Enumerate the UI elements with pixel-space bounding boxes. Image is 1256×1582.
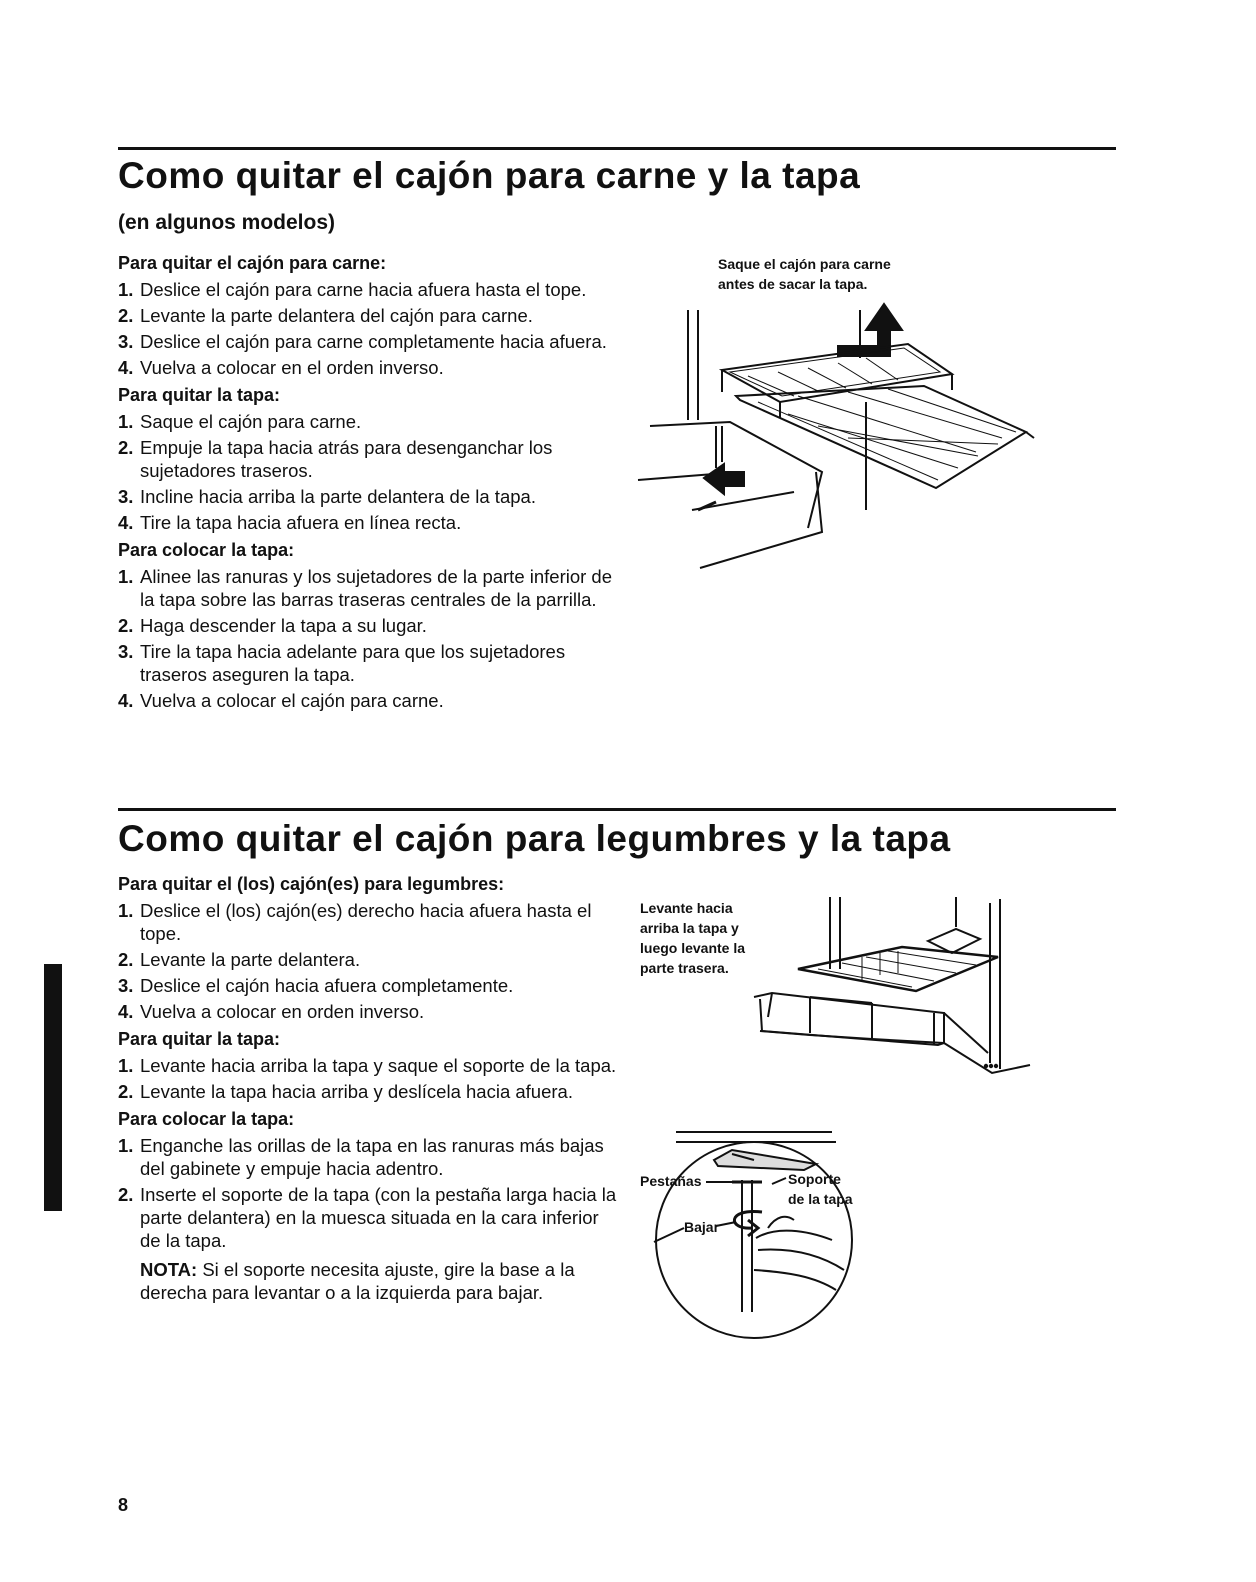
- step-number: 1.: [118, 900, 134, 921]
- step-item: [118, 689, 618, 712]
- step-text: Alinee las ranuras y los sujetadores de la parte inferior de la tapa sobre las barras traseras centrales de la parrilla.: [140, 566, 613, 610]
- page-number: 8: [118, 1495, 129, 1515]
- step-text: Levante la parte delantera.: [140, 949, 361, 970]
- section1-top-rule: [118, 147, 1116, 150]
- instruction-group-replace-cover: [118, 540, 618, 712]
- step-number: 2.: [118, 305, 134, 326]
- step-item: [118, 485, 618, 508]
- step-text: Levante la tapa hacia arriba y deslícela hacia afuera.: [140, 1081, 573, 1102]
- step-text: Vuelva a colocar el cajón para carne.: [140, 690, 444, 711]
- step-text: Vuelva a colocar en el orden inverso.: [140, 357, 444, 378]
- instruction-group-remove-crisper: [118, 874, 618, 1023]
- section1-subtitle: (en algunos modelos): [118, 211, 336, 234]
- step-number: 4.: [118, 690, 134, 711]
- crisper-drawers-illustration: [748, 893, 1038, 1083]
- caption-line: arriba la tapa y: [640, 920, 739, 936]
- step-text: Haga descender la tapa a su lugar.: [140, 615, 427, 636]
- step-text: Deslice el cajón para carne completamente hacia afuera.: [140, 331, 607, 352]
- step-item: [118, 356, 618, 379]
- step-number: 3.: [118, 486, 134, 507]
- step-text: Saque el cajón para carne.: [140, 411, 362, 432]
- caption-line: Levante hacia: [640, 900, 733, 916]
- step-number: 3.: [118, 641, 134, 662]
- step-number: 1.: [118, 411, 134, 432]
- section1-title: Como quitar el cajón para carne y la tapa: [118, 155, 861, 196]
- step-item: [118, 1080, 618, 1103]
- step-number: 4.: [118, 1001, 134, 1022]
- instruction-group-remove-cover: [118, 385, 618, 534]
- step-number: 1.: [118, 566, 134, 587]
- step-item: [118, 511, 618, 534]
- caption-line: parte trasera.: [640, 960, 729, 976]
- step-text: Tire la tapa hacia afuera en línea recta.: [140, 512, 462, 533]
- step-item: [118, 948, 618, 971]
- step-number: 2.: [118, 615, 134, 636]
- step-text: Tire la tapa hacia adelante para que los sujetadores traseros aseguren la tapa.: [140, 641, 566, 685]
- step-number: 1.: [118, 1135, 134, 1156]
- step-number: 1.: [118, 279, 134, 300]
- step-number: 2.: [118, 949, 134, 970]
- step-text: Empuje la tapa hacia atrás para desenganchar los sujetadores traseros.: [140, 437, 553, 481]
- step-number: 2.: [118, 437, 134, 458]
- step-text: Enganche las orillas de la tapa en las ranuras más bajas del gabinete y empuje hacia adentro.: [140, 1135, 604, 1179]
- step-text: Inserte el soporte de la tapa (con la pestaña larga hacia la parte delantera) en la muesca situada en la cara inferior de la tapa.: [140, 1184, 617, 1251]
- step-item: [118, 304, 618, 327]
- step-number: 3.: [118, 331, 134, 352]
- step-item: [118, 1134, 618, 1180]
- steps-list: [118, 278, 618, 379]
- section2-top-rule: [118, 808, 1116, 811]
- group-heading: Para quitar el cajón para carne:: [118, 253, 387, 273]
- step-number: 4.: [118, 357, 134, 378]
- tabs-label: Pestañas: [640, 1173, 702, 1189]
- step-text: Deslice el cajón hacia afuera completamente.: [140, 975, 514, 996]
- section2-instructions: [118, 874, 618, 1304]
- steps-list: [118, 1054, 618, 1103]
- instruction-group-remove-meat-drawer: [118, 253, 618, 379]
- instruction-group-replace-crisper-cover: [118, 1109, 618, 1304]
- lower-label: Bajar: [684, 1219, 720, 1235]
- group-heading: Para quitar la tapa:: [118, 385, 281, 405]
- step-text: Vuelva a colocar en orden inverso.: [140, 1001, 425, 1022]
- step-item: [118, 899, 618, 945]
- step-text: Levante hacia arriba la tapa y saque el soporte de la tapa.: [140, 1055, 617, 1076]
- caption-line: antes de sacar la tapa.: [718, 276, 868, 292]
- group-heading: Para colocar la tapa:: [118, 1109, 295, 1129]
- support-label-line2: de la tapa: [788, 1191, 853, 1207]
- group-heading: Para colocar la tapa:: [118, 540, 295, 560]
- group-heading: Para quitar el (los) cajón(es) para legumbres:: [118, 874, 505, 894]
- step-text: Levante la parte delantera del cajón para carne.: [140, 305, 533, 326]
- step-item: [118, 410, 618, 433]
- step-item: [118, 1054, 618, 1077]
- steps-list: [118, 565, 618, 712]
- step-number: 2.: [118, 1184, 134, 1205]
- step-item: [118, 436, 618, 482]
- caption-line: Saque el cajón para carne: [718, 256, 891, 272]
- meat-drawer-figure-caption: [718, 254, 891, 294]
- steps-list: [118, 899, 618, 1023]
- steps-list: [118, 1134, 618, 1252]
- step-item: [118, 1183, 618, 1252]
- step-item: [118, 640, 618, 686]
- step-item: [118, 565, 618, 611]
- caption-line: luego levante la: [640, 940, 746, 956]
- group-heading: Para quitar la tapa:: [118, 1029, 281, 1049]
- step-item: [118, 974, 618, 997]
- step-item: [118, 330, 618, 353]
- step-text: Deslice el (los) cajón(es) derecho hacia afuera hasta el tope.: [140, 900, 592, 944]
- step-number: 3.: [118, 975, 134, 996]
- cover-support-detail-illustration: [636, 1120, 886, 1340]
- meat-drawer-illustration: [638, 292, 1038, 582]
- step-number: 2.: [118, 1081, 134, 1102]
- note-label: NOTA:: [140, 1259, 198, 1280]
- section-tab-marker: [44, 964, 62, 1211]
- step-item: [118, 1000, 618, 1023]
- step-number: 1.: [118, 1055, 134, 1076]
- section1-instructions: [118, 253, 618, 718]
- step-text: Incline hacia arriba la parte delantera de la tapa.: [140, 486, 536, 507]
- note: [118, 1258, 618, 1304]
- support-label-line1: Soporte: [788, 1171, 841, 1187]
- step-text: Deslice el cajón para carne hacia afuera hasta el tope.: [140, 279, 587, 300]
- step-item: [118, 614, 618, 637]
- section2-title: Como quitar el cajón para legumbres y la tapa: [118, 818, 951, 859]
- steps-list: [118, 410, 618, 534]
- step-number: 4.: [118, 512, 134, 533]
- instruction-group-remove-crisper-cover: [118, 1029, 618, 1103]
- step-item: [118, 278, 618, 301]
- note-text: Si el soporte necesita ajuste, gire la base a la derecha para levantar o a la izquierda para bajar.: [140, 1259, 575, 1303]
- crisper-figure-caption: [640, 898, 745, 978]
